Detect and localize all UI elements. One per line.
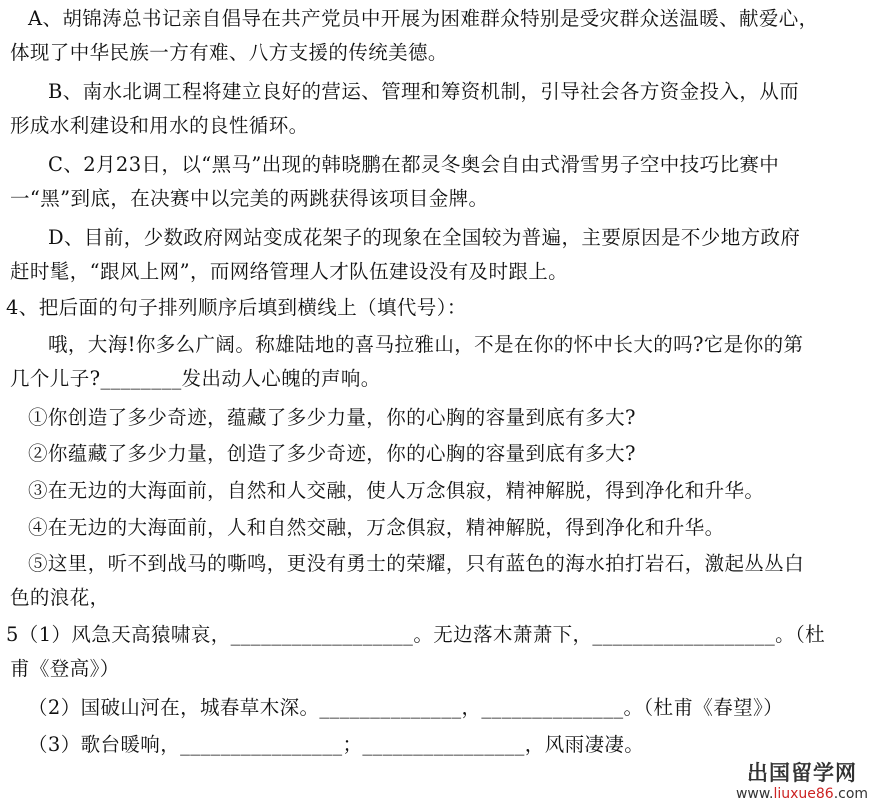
option-line: ②你蕴藏了多少力量，创造了多少奇迹，你的心胸的容量到底有多大? <box>28 442 636 465</box>
text-line: D、目前，少数政府网站变成花架子的现象在全国较为普遍，主要原因是不少地方政府 <box>48 226 801 249</box>
text-line: （2）国破山河在，城春草木深。______________，______________。（杜甫《春望》） <box>28 696 784 719</box>
text-line: 赶时髦，“跟风上网”，而网络管理人才队伍建设没有及时跟上。 <box>10 260 569 283</box>
option-line: ④在无边的大海面前，人和自然交融，万念俱寂，精神解脱，得到净化和升华。 <box>28 516 725 539</box>
text-line: 体现了中华民族一方有难、八方支援的传统美德。 <box>10 41 448 64</box>
watermark-url-brand: liuxue86 <box>773 786 834 802</box>
text-line: 甫《登高》） <box>10 657 120 680</box>
text-line: B、南水北调工程将建立良好的营运、管理和筹资机制，引导社会各方资金投入，从而 <box>48 80 800 103</box>
text-line: 哦，大海!你多么广阔。称雄陆地的喜马拉雅山，不是在你的怀中长大的吗?它是你的第 <box>48 333 804 356</box>
watermark-title: 出国留学网 <box>747 761 857 785</box>
site-watermark <box>727 761 877 805</box>
text-line: 一“黑”到底，在决赛中以完美的两跳获得该项目金牌。 <box>10 187 489 210</box>
text-line: 几个儿子?________发出动人心魄的声响。 <box>10 367 381 390</box>
option-line: ①你创造了多少奇迹，蕴藏了多少力量，你的心胸的容量到底有多大? <box>28 406 636 429</box>
text-line: 形成水利建设和用水的良性循环。 <box>10 114 309 137</box>
watermark-url-suffix: .com <box>833 786 869 802</box>
question-heading: 4、把后面的句子排列顺序后填到横线上（填代号）： <box>6 296 467 319</box>
watermark-url <box>727 785 877 803</box>
watermark-url-prefix: www. <box>735 786 774 802</box>
option-line: ③在无边的大海面前，自然和人交融，使人万念俱寂，精神解脱，得到净化和升华。 <box>28 479 765 502</box>
text-line: 色的浪花， <box>10 586 110 609</box>
text-line: A、胡锦涛总书记亲自倡导在共产党员中开展为困难群众特别是受灾群众送温暖、献爱心， <box>28 7 819 30</box>
text-line: C、2月23日，以“黑马”出现的韩晓鹏在都灵冬奥会自由式滑雪男子空中技巧比赛中 <box>48 153 780 176</box>
option-line: ⑤这里，听不到战马的嘶鸣，更没有勇士的荣耀，只有蓝色的海水拍打岩石，激起丛丛白 <box>28 552 805 575</box>
text-line: （3）歌台暖响，________________；________________，风雨凄凄。 <box>28 733 645 756</box>
question-heading: 5（1）风急天高猿啸哀，__________________。无边落木萧萧下，__________________。（杜 <box>6 623 826 646</box>
